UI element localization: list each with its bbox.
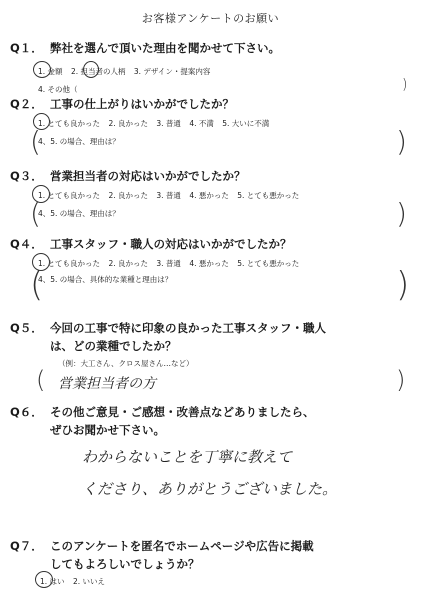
q1-answer-circle-1 [33, 61, 51, 78]
question-3 [10, 168, 246, 184]
question-5-line-1: 今回の工事で特に印象の良かった工事スタッフ・職人 [50, 321, 326, 335]
question-3-number: Q３． [10, 169, 43, 183]
q6-handwritten-answer-line-1: わからないことを丁寧に教えて [82, 448, 293, 466]
q2-option-3[interactable]: 3. 普通 [156, 119, 181, 128]
q7-option-no[interactable]: 2. いいえ [72, 577, 105, 586]
q2-open-paren: ( [30, 125, 41, 158]
question-4-text: 工事スタッフ・職人の対応はいかがでしたか？ [50, 237, 292, 251]
page-title: お客様アンケートのお願い [141, 12, 280, 25]
question-1-number: Q１． [10, 41, 43, 55]
q4-answer-circle [32, 253, 50, 271]
q2-option-4[interactable]: 4. 不満 [189, 119, 214, 128]
q2-close-paren: ) [396, 125, 407, 158]
question-1-options [38, 66, 216, 77]
question-7-line-1: このアンケートを匿名でホームページや広告に掲載 [50, 539, 314, 553]
question-6-line-1: その他ご意見・ご感想・改善点などありましたら、 [50, 405, 315, 419]
question-6-number: Q６． [10, 405, 43, 419]
q1-option-other[interactable]: 4. その他（ [38, 85, 78, 94]
q1-option-1[interactable]: 1. 金額 [38, 67, 63, 76]
question-4-number: Q４． [10, 237, 43, 251]
question-4-options [38, 258, 305, 269]
q4-option-5[interactable]: 5. とても悪かった [237, 259, 300, 268]
q3-option-3[interactable]: 3. 普通 [156, 191, 181, 200]
question-6-line-2: ぜひお聞かせ下さい。 [50, 423, 165, 437]
q3-option-4[interactable]: 4. 悪かった [189, 191, 229, 200]
q5-example: （例：大工さん、クロス屋さん…など） [58, 359, 194, 368]
q5-handwritten-answer: 営業担当者の方 [58, 376, 156, 392]
question-3-options [38, 190, 305, 201]
q5-open-paren: ( [36, 366, 46, 394]
q1-option-3[interactable]: 3. デザイン・提案内容 [133, 67, 211, 76]
q4-option-1[interactable]: 1. とても良かった [38, 259, 101, 268]
q2-option-2[interactable]: 2. 良かった [108, 119, 148, 128]
q3-option-5[interactable]: 5. とても悪かった [237, 191, 300, 200]
q4-open-paren: ( [30, 265, 44, 305]
q4-option-2[interactable]: 2. 良かった [108, 259, 148, 268]
q3-answer-circle [32, 185, 50, 203]
q7-option-yes[interactable]: 1. はい [40, 577, 65, 586]
question-5 [10, 320, 326, 336]
question-2-options [38, 118, 275, 129]
q3-option-1[interactable]: 1. とても良かった [38, 191, 101, 200]
question-1 [10, 40, 280, 56]
q1-close-paren: ) [402, 77, 408, 93]
q5-close-paren: ) [396, 366, 406, 394]
q3-option-2[interactable]: 2. 良かった [108, 191, 148, 200]
q3-reason-label: 4、5. の場合、理由は？ [38, 209, 120, 218]
q7-answer-circle [35, 571, 53, 588]
question-1-text: 弊社を選んで頂いた理由を聞かせて下さい。 [50, 41, 280, 55]
q2-reason-label: 4、5. の場合、理由は？ [38, 137, 120, 146]
question-2-number: Q２． [10, 97, 43, 111]
q4-close-paren: ) [396, 265, 410, 305]
q3-close-paren: ) [396, 197, 407, 230]
question-7-line-2: してもよろしいでしょうか？ [50, 557, 200, 571]
q1-option-2[interactable]: 2. 担当者の人柄 [70, 67, 126, 76]
question-5-number: Q５． [10, 321, 43, 335]
q2-option-1[interactable]: 1. とても良かった [38, 119, 101, 128]
q4-reason-label: 4、5. の場合、具体的な業種と理由は？ [38, 275, 173, 284]
question-7-number: Q７． [10, 539, 43, 553]
q2-option-5[interactable]: 5. 大いに不満 [222, 119, 270, 128]
question-4 [10, 236, 292, 252]
q1-answer-circle-2 [83, 61, 99, 78]
question-7 [10, 538, 314, 554]
question-3-text: 営業担当者の対応はいかがでしたか？ [50, 169, 246, 183]
question-6 [10, 404, 315, 420]
q4-option-4[interactable]: 4. 悪かった [189, 259, 229, 268]
q4-option-3[interactable]: 3. 普通 [156, 259, 181, 268]
question-5-line-2: は、どの業種でしたか？ [50, 339, 177, 353]
question-2-text: 工事の仕上がりはいかがでしたか？ [50, 97, 234, 111]
question-2 [10, 96, 234, 112]
q2-answer-circle [33, 113, 50, 130]
q3-open-paren: ( [30, 197, 41, 230]
q6-handwritten-answer-line-2: くださり、ありがとうございました。 [82, 480, 338, 498]
